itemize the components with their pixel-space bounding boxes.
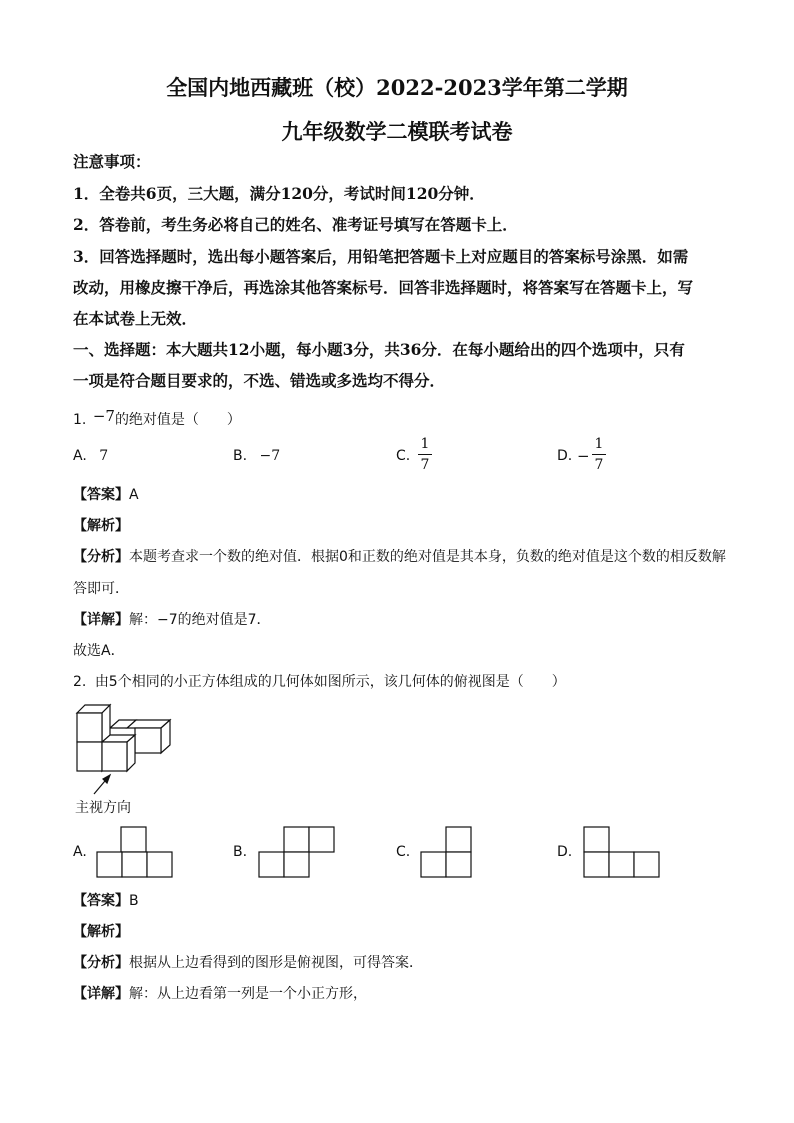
q2-option-b-figure — [258, 826, 338, 878]
q1-detail — [73, 609, 271, 629]
cube-figure — [70, 700, 180, 800]
q2-option-d-label: D. — [557, 844, 573, 860]
fraction-denominator: 7 — [420, 457, 430, 473]
q2-answer — [73, 890, 139, 910]
q2-stem — [73, 671, 566, 691]
q2-option-c-figure — [420, 826, 476, 878]
q1-expression: −7 — [92, 407, 115, 425]
fenxi-text: 根据从上边看得到的图形是俯视图，可得答案． — [129, 955, 423, 971]
q1-option-c-label: C. — [396, 448, 411, 464]
q1-option-a-label: A. — [73, 448, 87, 464]
q2-option-d-figure — [583, 826, 663, 878]
q1-option-b — [233, 448, 280, 464]
answer-value: B — [129, 893, 139, 909]
fraction-numerator: 1 — [594, 436, 604, 452]
q1-option-a-value: 7 — [99, 448, 109, 464]
detail-text: 解：−7的绝对值是7． — [129, 612, 271, 628]
detail-tag: 【详解】 — [73, 612, 129, 628]
fraction-numerator: 1 — [420, 436, 430, 452]
note-line-5: 在本试卷上无效． — [73, 309, 198, 328]
q1-conclusion: 故选A． — [73, 643, 125, 659]
fenxi-tag: 【分析】 — [73, 955, 129, 971]
cube-front-face — [135, 728, 161, 753]
cube-front-face — [102, 742, 127, 771]
cube-side-face — [127, 735, 135, 771]
q1-stem — [73, 409, 241, 429]
fenxi-text: 本题考查求一个数的绝对值．根据0和正数的绝对值是其本身，负数的绝对值是这个数的相反数解 — [129, 549, 726, 565]
cube-front-face — [77, 742, 102, 771]
answer-tag: 【答案】 — [73, 893, 129, 909]
q2-text: 由5个相同的小正方体组成的几何体如图所示，该几何体的俯视图是（ ） — [94, 674, 566, 690]
q1-answer — [73, 484, 139, 504]
note-line-4: 改动，用橡皮擦干净后，再选涂其他答案标号．回答非选择题时，将答案写在答题卡上，写 — [73, 278, 694, 297]
q1-number: 1. — [73, 412, 87, 428]
section1-line-1: 一、选择题：本大题共12小题，每小题3分，共36分．在每小题给出的四个选项中，只有 — [73, 340, 685, 359]
q1-option-c-fraction — [418, 436, 432, 473]
notes-heading: 注意事项： — [73, 152, 151, 171]
q2-option-a-figure — [96, 826, 176, 878]
q1-fenxi-line2: 答即可． — [73, 581, 129, 597]
detail-text: 解：从上边看第一列是一个小正方形， — [129, 986, 367, 1002]
q1-option-d-label: D. — [557, 448, 573, 464]
section1-line-2: 一项是符合题目要求的，不选、错选或多选均不得分． — [73, 371, 446, 390]
answer-value: A — [129, 487, 139, 503]
fenxi-tag: 【分析】 — [73, 549, 129, 565]
detail-tag: 【详解】 — [73, 986, 129, 1002]
q2-option-a-label: A. — [73, 844, 87, 860]
cube-front-face — [77, 713, 102, 742]
q1-option-b-label: B. — [233, 448, 248, 464]
view-direction-label: 主视方向 — [75, 800, 131, 816]
note-line-1: 1．全卷共6页，三大题，满分120分，考试时间120分钟． — [73, 184, 485, 203]
q1-option-d-sign: − — [577, 447, 590, 465]
q2-detail — [73, 983, 367, 1003]
q1-text: 的绝对值是（ ） — [114, 412, 241, 428]
note-line-3: 3．回答选择题时，选出每小题答案后，用铅笔把答题卡上对应题目的答案标号涂黑．如需 — [73, 247, 689, 266]
q1-option-b-value: −7 — [259, 448, 281, 464]
q2-option-c-label: C. — [396, 844, 411, 860]
answer-tag: 【答案】 — [73, 487, 129, 503]
q1-option-d-fraction — [592, 436, 606, 473]
q2-option-b-label: B. — [233, 844, 248, 860]
q2-analysis-tag: 【解析】 — [73, 924, 129, 940]
fraction-denominator: 7 — [594, 457, 604, 473]
q2-fenxi — [73, 952, 423, 972]
exam-title-line1: 全国内地西藏班（校）2022-2023学年第二学期 — [166, 75, 628, 100]
q1-fenxi-line1 — [73, 546, 726, 566]
note-line-2: 2．答卷前，考生务必将自己的姓名、准考证号填写在答题卡上． — [73, 215, 518, 234]
q1-analysis-tag: 【解析】 — [73, 518, 129, 534]
q1-option-a — [73, 448, 108, 464]
exam-title-line2: 九年级数学二模联考试卷 — [281, 119, 513, 144]
q2-number: 2. — [73, 674, 87, 690]
